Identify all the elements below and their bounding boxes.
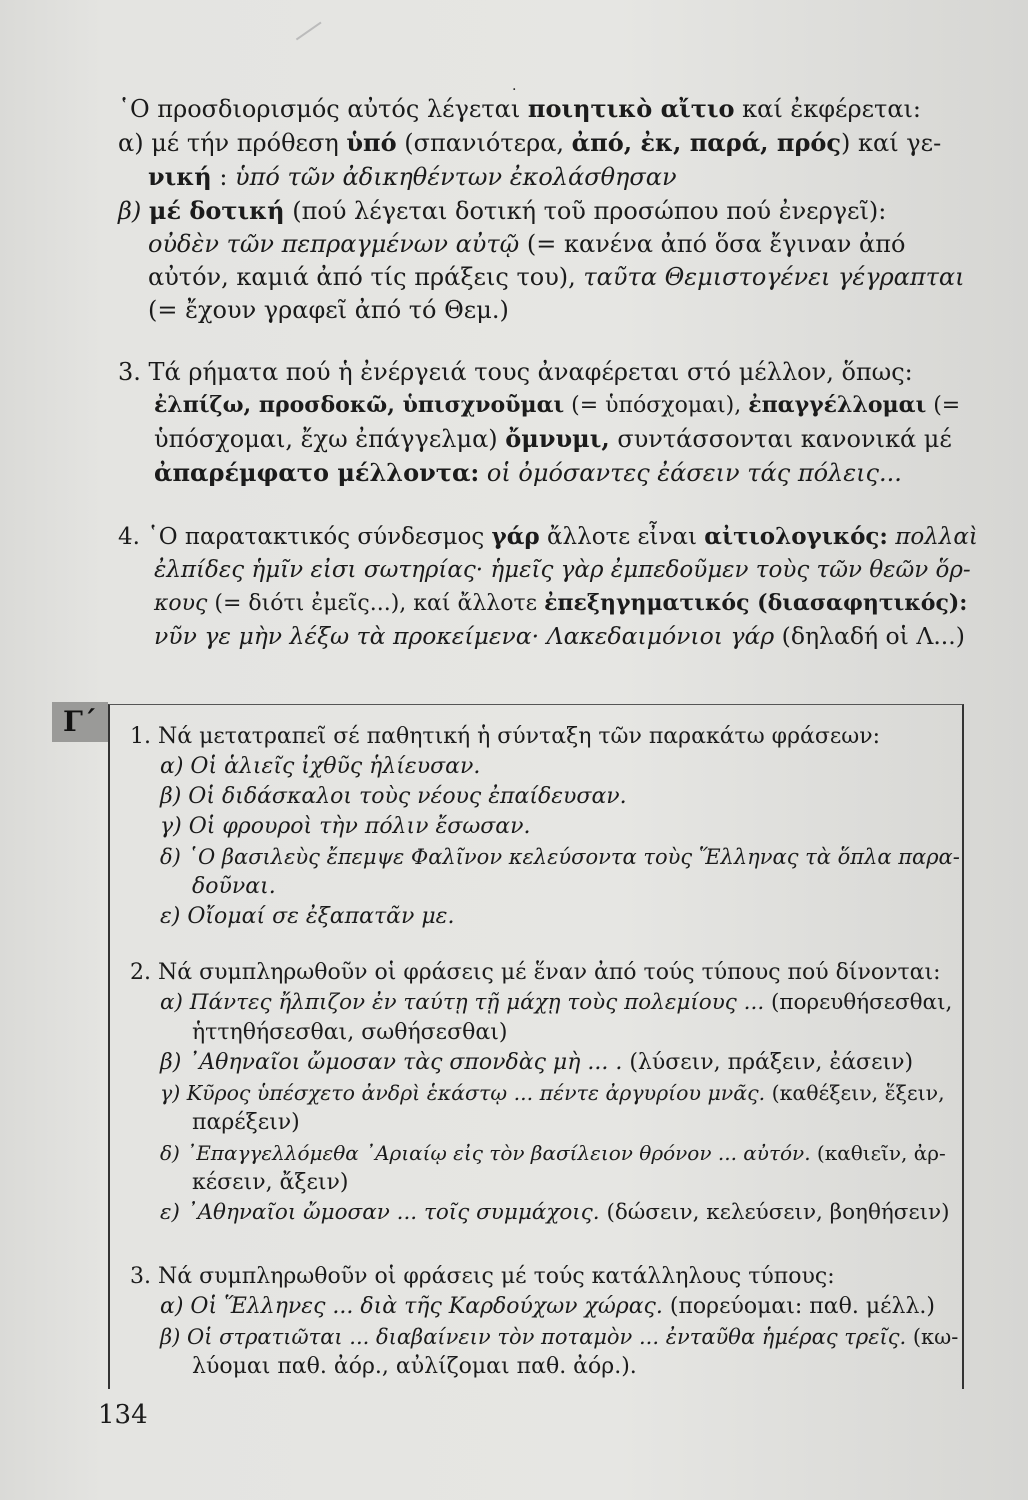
exercise-item: γ) Οἱ φρουροὶ τὴν πόλιν ἔσωσαν. xyxy=(160,814,531,839)
intro-section xyxy=(118,92,978,327)
item3-line: ὑπόσχομαι, ἔχω ἐπάγγελμα) ὄμνυμι, συντάσσονται κανονικά μέ xyxy=(154,424,952,453)
exercise-item: ε) ᾿Αθηναῖοι ὤμοσαν ... τοῖς συμμάχοις. (δώσειν, κελεύσειν, βοηθήσειν) xyxy=(160,1200,950,1225)
item4-line: ἐλπίδες ἡμῖν εἰσι σωτηρίας· ἡμεῖς γὰρ ἐμπεδοῦμεν τοὺς τῶν θεῶν ὅρ- xyxy=(154,557,971,583)
exercise-3 xyxy=(130,1262,960,1382)
exercise-item: ἡττηθήσεσθαι, σωθήσεσθαι) xyxy=(192,1020,508,1045)
exercise-item: γ) Κῦρος ὑπέσχετο ἀνδρὶ ἑκάστῳ ... πέντε ἀργυρίου μνᾶς. (καθέξειν, ἕξειν, xyxy=(160,1081,945,1105)
exercise-item: ε) Οἴομαί σε ἐξαπατᾶν με. xyxy=(160,904,455,929)
intro-line: (= ἔχουν γραφεῖ ἀπό τό Θεμ.) xyxy=(148,296,509,324)
item-4 xyxy=(118,520,978,653)
pencil-mark xyxy=(296,22,334,59)
exercise-item: δοῦναι. xyxy=(192,874,276,899)
intro-line: α) μέ τήν πρόθεση ὑπό (σπανιότερα, ἀπό, ἐκ, παρά, πρός) καί γε- xyxy=(118,128,942,157)
exercise-item: δ) ᾿Επαγγελλόμεθα ᾿Αριαίῳ εἰς τὸν βασίλειον θρόνον ... αὐτόν. (καθιεῖν, ἀρ- xyxy=(160,1141,946,1165)
item4-line: κους (= διότι ἐμεῖς...), καί ἄλλοτε ἐπεξηγηματικός (διασαφητικός): xyxy=(154,590,968,616)
exercise-item: α) Πάντες ἤλπιζον ἐν ταύτῃ τῇ μάχῃ τοὺς πολεμίους ... (πορευθήσεσθαι, xyxy=(160,990,953,1015)
item3-line: 3. Τά ρήματα πού ἡ ἐνέργειά τους ἀναφέρεται στό μέλλον, ὅπως: xyxy=(118,358,913,386)
exercise-title: 1. Νά μετατραπεῖ σέ παθητική ἡ σύνταξη τῶν παρακάτω φράσεων: xyxy=(130,724,880,749)
item4-line: 4. ῾Ο παρατακτικός σύνδεσμος γάρ ἄλλοτε εἶναι αἰτιολογικός: πολλαὶ xyxy=(118,523,978,550)
exercise-item: κέσειν, ἄξειν) xyxy=(192,1170,349,1195)
exercise-item: α) Οἱ Ἕλληνες ... διὰ τῆς Καρδούχων χώρας. (πορεύομαι: παθ. μέλλ.) xyxy=(160,1294,935,1319)
exercise-item: α) Οἱ ἁλιεῖς ἰχθῦς ἡλίευσαν. xyxy=(160,754,481,779)
exercise-item: β) Οἱ στρατιῶται ... διαβαίνειν τὸν ποταμὸν ... ἐνταῦθα ἡμέρας τρεῖς. (κω- xyxy=(160,1325,959,1349)
page-number: 134 xyxy=(98,1400,148,1430)
dot-mark: . xyxy=(512,78,517,94)
intro-line: αὐτόν, καμιά ἀπό τίς πράξεις του), ταῦτα Θεμιστογένει γέγραπται xyxy=(148,263,965,291)
section-label: Γ΄ xyxy=(52,702,108,742)
exercise-item: λύομαι παθ. ἀόρ., αὐλίζομαι παθ. ἀόρ.). xyxy=(192,1354,637,1379)
exercise-title: 3. Νά συμπληρωθοῦν οἱ φράσεις μέ τούς κατάλληλους τύπους: xyxy=(130,1264,835,1289)
exercise-2 xyxy=(130,958,960,1228)
intro-line: οὐδὲν τῶν πεπραγμένων αὐτῷ (= κανένα ἀπό ὅσα ἔγιναν ἀπό xyxy=(148,230,906,258)
exercise-title: 2. Νά συμπληρωθοῦν οἱ φράσεις μέ ἕναν ἀπό τούς τύπους πού δίνονται: xyxy=(130,960,941,985)
exercise-item: β) Οἱ διδάσκαλοι τοὺς νέους ἐπαίδευσαν. xyxy=(160,784,627,809)
exercise-item: δ) ῾Ο βασιλεὺς ἔπεμψε Φαλῖνον κελεύσοντα τοὺς Ἕλληνας τὰ ὅπλα παρα- xyxy=(160,845,960,869)
item-3 xyxy=(118,356,978,490)
item4-line: νῦν γε μὴν λέξω τὰ προκείμενα· Λακεδαιμόνιοι γάρ (δηλαδή οἱ Λ...) xyxy=(154,622,965,650)
exercise-item: παρέξειν) xyxy=(192,1110,300,1135)
intro-line: ῾Ο προσδιορισμός αὐτός λέγεται ποιητικὸ αἴτιο καί ἐκφέρεται: xyxy=(118,94,922,123)
item3-line: ἀπαρέμφατο μέλλοντα: οἱ ὀμόσαντες ἐάσειν τάς πόλεις... xyxy=(154,458,902,487)
intro-line: νική : ὑπό τῶν ἀδικηθέντων ἐκολάσθησαν xyxy=(148,162,677,191)
exercise-1 xyxy=(130,722,960,932)
intro-line: β) μέ δοτική (πού λέγεται δοτική τοῦ προσώπου πού ἐνεργεῖ): xyxy=(118,196,887,225)
exercise-item: β) ᾿Αθηναῖοι ὤμοσαν τὰς σπονδὰς μὴ ... . (λύσειν, πράξειν, ἐάσειν) xyxy=(160,1050,914,1075)
item3-line: ἐλπίζω, προσδοκῶ, ὑπισχνοῦμαι (= ὑπόσχομαι), ἐπαγγέλλομαι (= xyxy=(154,392,961,418)
